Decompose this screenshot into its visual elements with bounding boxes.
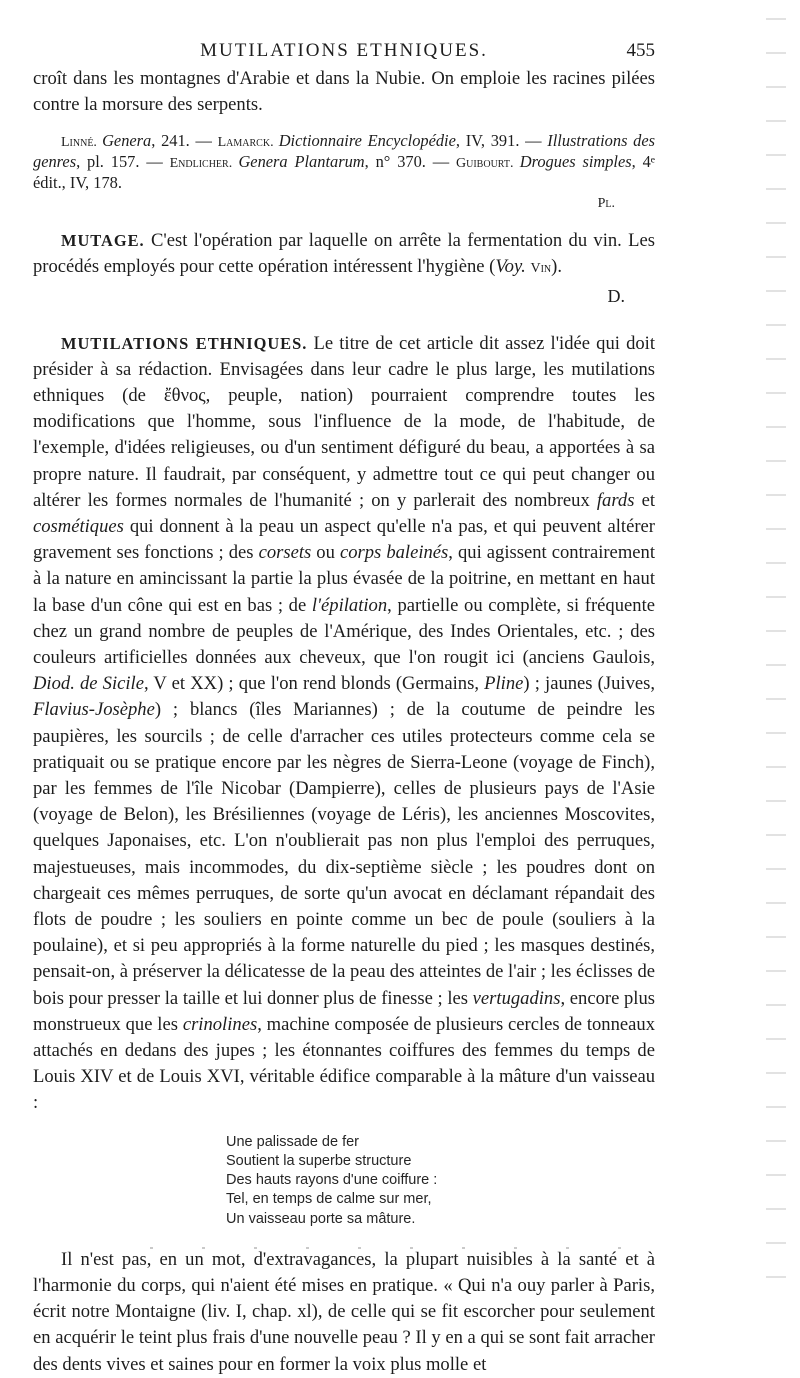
- text-run: , partielle ou complète, si fréquente chez un grand nombre de peuples de l'Amérique, des Indes Orientales, etc. ; des couleurs artificielles données aux cheveux, que l'on rougit ici (anciens Gaulois,: [33, 594, 655, 669]
- verse-line: Un vaisseau porte sa mâture.: [226, 1210, 416, 1227]
- text-run: cosmétiques: [33, 516, 124, 538]
- text-run: Drogues simples: [519, 152, 632, 171]
- text-run: , qui agissent contrairement à la nature en amincissant la partie la plus évasée de la poitrine, en mettant en haut la base d'un cône qui est en bas ; de: [33, 542, 655, 616]
- author-signature: Pl.: [597, 196, 615, 212]
- verse-quotation: [226, 1133, 655, 1229]
- intro-paragraph: croît dans les montagnes d'Arabie et dans la Nubie. On emploie les racines pilées contre la morsure des serpents.: [33, 68, 655, 116]
- final-paragraph: Il n'est pas, en un mot, d'extravagances, la plupart nuisibles à la santé et à l'harmonie du corps, qui n'aient été mises en pratique. « Qui n'a ouy parler à Paris, écrit notre Montaigne (liv. I, chap. xl), de celle qui se fit escorcher pour seulement en acquérir le teint plus frais d'une nouvelle peau ? Il y en a qui se sont fait arracher des dents vives et saines pour en former la voix plus molle et: [33, 1248, 655, 1375]
- text-run: , machine composée de plusieurs cercles de tonneaux attachés en dedans des jupes ; les étonnantes coiffures des femmes du temps de Louis XIV et de Louis XVI, véritable édifice comparable à la mâture d'un vaisseau :: [33, 1013, 656, 1114]
- entry-mutilations-ethniques: [33, 331, 655, 1117]
- text-run: Endlicher.: [169, 156, 239, 171]
- text-run: Flavius-Josèphe: [33, 699, 155, 721]
- text-run: Lamarck.: [217, 135, 279, 151]
- verse-line: Tel, en temps de calme sur mer,: [226, 1191, 432, 1208]
- text-run: Diod. de Sicile: [33, 673, 144, 695]
- text-run: et: [634, 489, 655, 511]
- running-title: MUTILATIONS ETHNIQUES.: [200, 40, 488, 61]
- verse-line: Soutient la superbe structure: [226, 1152, 412, 1169]
- text-run: , n° 370. —: [364, 152, 457, 171]
- verse-line: Une palissade de fer: [226, 1133, 359, 1150]
- text-run: corsets: [258, 542, 312, 564]
- text-run: Vin: [530, 261, 552, 277]
- text-run: MUTAGE.: [61, 231, 145, 251]
- text-run: Linné.: [61, 135, 103, 151]
- text-run: , IV, 391. —: [455, 131, 548, 151]
- text-run: , 241. —: [151, 131, 218, 151]
- text-run: , 4ᵉ édit., IV, 178.: [33, 152, 656, 192]
- text-run: ).: [551, 256, 562, 278]
- text-run: Genera Plantarum: [238, 152, 365, 171]
- author-signature-d: D.: [607, 285, 625, 306]
- text-run: Le titre de cet article dit assez l'idée qui doit présider à sa rédaction. Envisagées dans leur cadre le plus large, les mutilations ethniques (de ἔθνος, peuple, nation) pourraient comprendre toutes les modifications que l'homme, sous l'influence de la mode, de l'habitude, de l'exemple, d'idées religieuses, ou d'un sentiment défiguré du beau, a apportées à sa propre nature. Il faudrait, par conséquent, y admettre tout ce qui peut changer ou altérer les formes normales de l'humanité ; on y parlerait des nombreux: [33, 332, 655, 511]
- text-run: Illustrations des genres: [33, 131, 656, 171]
- text-run: crinolines: [182, 1013, 258, 1035]
- verse-line: Des hauts rayons d'une coiffure :: [226, 1172, 438, 1189]
- text-run: Genera: [102, 131, 152, 151]
- text-run: , V et XX) ; que l'on rend blonds (Germains,: [143, 673, 485, 695]
- page: [33, 36, 655, 1378]
- text-run: ) ; blancs (îles Mariannes) ; de la coutume de peindre les paupières, les sourcils ; de celle d'arracher ces utiles protecteurs comme cela se pratiquait ou se pratique encore par les nègres de Sierra-Leone (voyage de Finch), par les femmes de l'île Nicobar (Dampierre), celles de plusieurs pays de l'Asie (voyage de Belon), les Brésiliennes (voyage de Léris), les anciennes Moscovites, quelques Japonaises, etc. L'on n'oublierait pas non plus l'emploi des perruques, majestueuses, mais incommodes, du dix-septième siècle ; les poudres dont on chargeait ces mêmes perruques, de sorte qu'un avocat en déclamant répandait des flots de poudre ; les souliers en pointe comme un bec de poule (souliers à la poulaine), et si peu appropriés à la forme naturelle du pied ; les masques destinés, pensait-on, à préserver la délicatesse de la peau des atteintes de l'air ; les éclisses de bois pour presser la taille et lui donner plus de finesse ; les: [33, 699, 655, 1009]
- text-run: Pline: [484, 673, 524, 695]
- scan-margin-marks: [766, 0, 786, 1281]
- entry-mutage: [33, 228, 655, 282]
- text-run: , encore plus monstrueux que les: [33, 987, 655, 1035]
- running-header: [33, 36, 655, 66]
- text-run: l'épilation: [311, 594, 388, 616]
- text-run: Guibourt.: [456, 156, 520, 171]
- bibliography-references: [33, 132, 655, 192]
- text-run: corps baleinés: [339, 542, 449, 564]
- text-run: fards: [596, 489, 635, 511]
- text-run: ) ; jaunes (Juives,: [523, 673, 655, 695]
- text-run: ou: [311, 542, 340, 564]
- text-run: MUTILATIONS ETHNIQUES.: [61, 333, 308, 353]
- text-run: vertugadins: [472, 987, 561, 1009]
- scan-edge-dots: [150, 1247, 650, 1249]
- text-run: , pl. 157. —: [76, 152, 170, 171]
- text-run: Voy.: [495, 256, 526, 278]
- text-run: C'est l'opération par laquelle on arrête la fermentation du vin. Les procédés employés pour cette opération intéressent l'hygiène (: [33, 230, 655, 278]
- text-run: Dictionnaire Encyclopédie: [278, 131, 456, 151]
- text-run: qui donnent à la peau un aspect qu'elle n'a pas, et qui peuvent altérer gravement ses fonctions ; des: [33, 516, 655, 564]
- page-number: 455: [626, 40, 655, 61]
